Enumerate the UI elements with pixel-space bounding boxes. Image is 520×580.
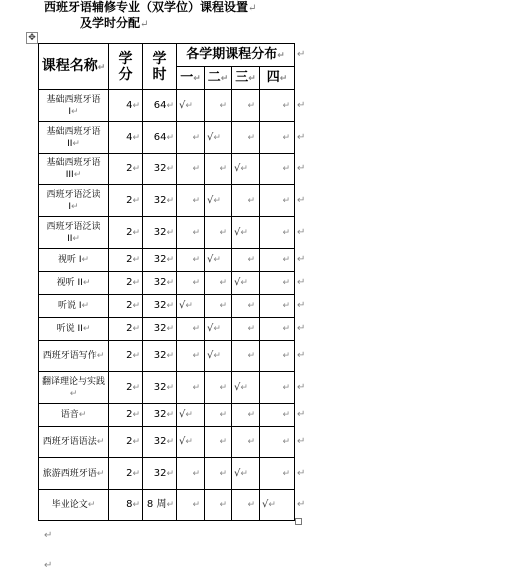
row-end-mark: ↵: [297, 350, 306, 361]
check-mark-icon: √: [179, 409, 186, 420]
semester-2-cell: ↵: [205, 404, 232, 427]
hours-cell: 32↵: [143, 458, 177, 490]
table-row: [39, 122, 295, 154]
table-row: [39, 404, 295, 427]
paragraph-mark: ↵: [248, 3, 257, 14]
course-name-cell: 西班牙语泛读 I↵: [39, 185, 109, 217]
credits-cell: 2↵: [109, 295, 143, 318]
table-row: [39, 217, 295, 249]
course-name-cell: 听说 II↵: [39, 318, 109, 341]
semester-3-cell: ↵: [232, 404, 260, 427]
semester-3-cell: ↵: [232, 318, 260, 341]
table-row: [39, 318, 295, 341]
table-row: [39, 490, 295, 521]
semester-1-cell: ↵: [177, 490, 205, 521]
check-mark-icon: √: [179, 99, 186, 111]
credits-cell: 4↵: [109, 90, 143, 122]
semester-1-cell: √↵: [177, 427, 205, 458]
semester-2-cell: ↵: [205, 372, 232, 404]
semester-1-cell: ↵: [177, 458, 205, 490]
course-name-cell: 西班牙语写作↵: [39, 341, 109, 372]
course-name-cell: 语音↵: [39, 404, 109, 427]
table-row: [39, 427, 295, 458]
semester-1-cell: √↵: [177, 404, 205, 427]
semester-4-cell: ↵: [260, 404, 295, 427]
credits-cell: 2↵: [109, 458, 143, 490]
semester-1-cell: ↵: [177, 249, 205, 272]
table-row: [39, 341, 295, 372]
row-end-mark: ↵: [297, 499, 306, 510]
hours-cell: 32↵: [143, 154, 177, 185]
semester-3-cell: ↵: [232, 427, 260, 458]
hours-cell: 64↵: [143, 122, 177, 154]
semester-4-cell: ↵: [260, 249, 295, 272]
paragraph-mark: ↵: [140, 19, 149, 30]
check-mark-icon: √: [207, 194, 214, 206]
semester-1-cell: ↵: [177, 122, 205, 154]
row-end-mark: ↵: [297, 99, 306, 111]
paragraph-mark: ↵: [44, 560, 53, 571]
semester-3-cell: √↵: [232, 154, 260, 185]
header-semester-distribution: 各学期课程分布↵: [177, 44, 295, 67]
table-row: [39, 249, 295, 272]
header-semester-3: 三↵: [232, 67, 260, 90]
check-mark-icon: √: [234, 163, 241, 174]
title-line-2: 及学时分配: [80, 16, 141, 30]
course-name-cell: 西班牙语语法↵: [39, 427, 109, 458]
credits-cell: 8↵: [109, 490, 143, 521]
semester-2-cell: ↵: [205, 295, 232, 318]
course-name-cell: 旅游西班牙语↵: [39, 458, 109, 490]
row-end-mark: ↵: [297, 300, 306, 311]
header-semester-2: 二↵: [205, 67, 232, 90]
hours-cell: 8 周↵: [143, 490, 177, 521]
semester-2-cell: ↵: [205, 272, 232, 295]
semester-4-cell: ↵: [260, 341, 295, 372]
credits-cell: 2↵: [109, 272, 143, 295]
semester-4-cell: ↵: [260, 217, 295, 249]
table-resize-handle[interactable]: [295, 518, 302, 525]
credits-cell: 2↵: [109, 154, 143, 185]
check-mark-icon: √: [262, 499, 269, 510]
course-name-cell: 翻译理论与实践↵: [39, 372, 109, 404]
semester-1-cell: ↵: [177, 372, 205, 404]
credits-cell: 2↵: [109, 427, 143, 458]
row-end-mark: ↵: [297, 254, 306, 265]
row-end-mark: ↵: [297, 381, 306, 393]
semester-2-cell: √↵: [205, 185, 232, 217]
semester-3-cell: √↵: [232, 458, 260, 490]
semester-4-cell: ↵: [260, 272, 295, 295]
semester-4-cell: ↵: [260, 372, 295, 404]
credits-cell: 2↵: [109, 404, 143, 427]
semester-1-cell: ↵: [177, 154, 205, 185]
hours-cell: 32↵: [143, 372, 177, 404]
table-row: [39, 458, 295, 490]
row-end-mark: ↵: [297, 163, 306, 174]
row-end-mark: ↵: [297, 277, 306, 288]
table-row: [39, 272, 295, 295]
semester-4-cell: ↵: [260, 427, 295, 458]
semester-3-cell: √↵: [232, 372, 260, 404]
semester-3-cell: ↵: [232, 490, 260, 521]
semester-4-cell: ↵: [260, 318, 295, 341]
semester-1-cell: ↵: [177, 318, 205, 341]
credits-cell: 4↵: [109, 122, 143, 154]
hours-cell: 32↵: [143, 272, 177, 295]
semester-1-cell: ↵: [177, 272, 205, 295]
course-name-cell: 基础西班牙语 I↵: [39, 90, 109, 122]
check-mark-icon: √: [234, 277, 241, 288]
check-mark-icon: √: [207, 254, 214, 265]
hours-cell: 32↵: [143, 185, 177, 217]
check-mark-icon: √: [179, 436, 186, 447]
course-name-cell: 听说 I↵: [39, 295, 109, 318]
semester-2-cell: ↵: [205, 427, 232, 458]
table-move-handle-icon[interactable]: ✥: [26, 32, 38, 44]
semester-4-cell: ↵: [260, 458, 295, 490]
semester-1-cell: ↵: [177, 217, 205, 249]
credits-cell: 2↵: [109, 341, 143, 372]
credits-cell: 2↵: [109, 185, 143, 217]
semester-4-cell: ↵: [260, 295, 295, 318]
row-end-mark: ↵: [297, 49, 306, 60]
row-end-mark: ↵: [297, 467, 306, 479]
check-mark-icon: √: [179, 300, 186, 311]
semester-4-cell: ↵: [260, 90, 295, 122]
hours-cell: 32↵: [143, 404, 177, 427]
semester-1-cell: ↵: [177, 185, 205, 217]
header-semester-4: 四↵: [260, 67, 295, 90]
hours-cell: 32↵: [143, 427, 177, 458]
semester-4-cell: ↵: [260, 154, 295, 185]
course-table: [38, 43, 295, 521]
semester-3-cell: ↵: [232, 341, 260, 372]
hours-cell: 32↵: [143, 249, 177, 272]
table-row: [39, 154, 295, 185]
semester-2-cell: √↵: [205, 318, 232, 341]
check-mark-icon: √: [207, 350, 214, 361]
semester-2-cell: ↵: [205, 217, 232, 249]
header-hours: 学 时: [143, 44, 177, 90]
document-title: [44, 0, 344, 32]
semester-3-cell: ↵: [232, 295, 260, 318]
header-course-name: 课程名称↵: [39, 44, 109, 90]
semester-2-cell: ↵: [205, 458, 232, 490]
hours-cell: 32↵: [143, 217, 177, 249]
table-row: [39, 295, 295, 318]
course-name-cell: 西班牙语泛读 II↵: [39, 217, 109, 249]
row-end-mark: ↵: [297, 194, 306, 206]
semester-2-cell: √↵: [205, 341, 232, 372]
hours-cell: 64↵: [143, 90, 177, 122]
row-end-mark: ↵: [297, 323, 306, 334]
semester-3-cell: √↵: [232, 217, 260, 249]
semester-4-cell: ↵: [260, 185, 295, 217]
check-mark-icon: √: [234, 467, 241, 479]
semester-2-cell: ↵: [205, 90, 232, 122]
check-mark-icon: √: [207, 131, 214, 143]
header-credits: 学 分: [109, 44, 143, 90]
table-row: [39, 90, 295, 122]
row-end-mark: ↵: [297, 226, 306, 238]
semester-2-cell: ↵: [205, 490, 232, 521]
hours-cell: 32↵: [143, 341, 177, 372]
hours-cell: 32↵: [143, 318, 177, 341]
row-end-mark: ↵: [297, 409, 306, 420]
check-mark-icon: √: [234, 381, 241, 393]
paragraph-mark: ↵: [44, 530, 53, 541]
row-end-mark: ↵: [297, 131, 306, 143]
semester-3-cell: ↵: [232, 185, 260, 217]
course-name-cell: 毕业论文↵: [39, 490, 109, 521]
course-name-cell: 视听 I↵: [39, 249, 109, 272]
course-name-cell: 基础西班牙语III↵: [39, 154, 109, 185]
semester-3-cell: ↵: [232, 90, 260, 122]
semester-2-cell: ↵: [205, 154, 232, 185]
semester-1-cell: √↵: [177, 90, 205, 122]
semester-3-cell: ↵: [232, 122, 260, 154]
semester-4-cell: ↵: [260, 122, 295, 154]
check-mark-icon: √: [207, 323, 214, 334]
hours-cell: 32↵: [143, 295, 177, 318]
semester-3-cell: ↵: [232, 249, 260, 272]
table-row: [39, 372, 295, 404]
course-name-cell: 视听 II↵: [39, 272, 109, 295]
check-mark-icon: √: [234, 226, 241, 238]
credits-cell: 2↵: [109, 217, 143, 249]
semester-1-cell: ↵: [177, 341, 205, 372]
header-semester-1: 一↵: [177, 67, 205, 90]
semester-2-cell: √↵: [205, 249, 232, 272]
semester-2-cell: √↵: [205, 122, 232, 154]
semester-4-cell: √↵: [260, 490, 295, 521]
credits-cell: 2↵: [109, 318, 143, 341]
table-row: [39, 185, 295, 217]
title-line-1: 西班牙语辅修专业（双学位）课程设置: [44, 0, 249, 14]
credits-cell: 2↵: [109, 249, 143, 272]
course-name-cell: 基础西班牙语 II↵: [39, 122, 109, 154]
credits-cell: 2↵: [109, 372, 143, 404]
row-end-mark: ↵: [297, 436, 306, 447]
semester-1-cell: √↵: [177, 295, 205, 318]
semester-3-cell: √↵: [232, 272, 260, 295]
